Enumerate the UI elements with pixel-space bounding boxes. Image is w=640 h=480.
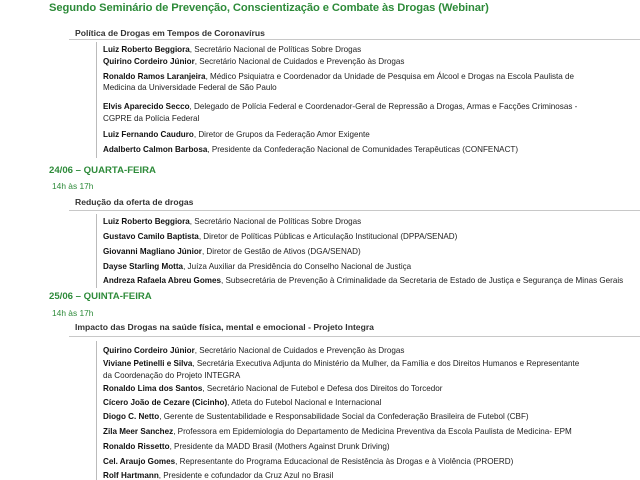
speaker-name: Rolf Hartmann bbox=[103, 471, 159, 480]
speaker-name: Elvis Aparecido Secco bbox=[103, 102, 190, 111]
session-time: 14h às 17h bbox=[52, 181, 94, 191]
page-title: Segundo Seminário de Prevenção, Conscientização e Combate às Drogas (Webinar) bbox=[49, 2, 489, 14]
speaker-name: Ronaldo Ramos Laranjeira bbox=[103, 72, 206, 81]
speaker-name: Luiz Roberto Beggiora bbox=[103, 217, 190, 226]
speaker-role: , Presidente e cofundador da Cruz Azul no Brasil bbox=[158, 471, 334, 480]
speaker-row bbox=[103, 246, 638, 257]
speaker-row bbox=[103, 411, 638, 422]
speaker-name: Luiz Fernando Cauduro bbox=[103, 130, 194, 139]
speaker-row bbox=[103, 456, 638, 467]
speaker-role: , Secretário Nacional de Cuidados e Prevenção às Drogas bbox=[194, 57, 405, 66]
speaker-row bbox=[103, 129, 638, 140]
speaker-role: , Diretor de Gestão de Ativos (DGA/SENAD) bbox=[201, 247, 361, 256]
speaker-role: , Presidente da Confederação Nacional de Comunidades Terapêuticas (CONFENACT) bbox=[207, 145, 519, 154]
divider bbox=[69, 336, 640, 337]
speaker-name: Viviane Petinelli e Silva bbox=[103, 359, 193, 368]
session-date: 25/06 – QUINTA-FEIRA bbox=[49, 291, 152, 302]
speaker-name: Dayse Starling Motta bbox=[103, 262, 184, 271]
speaker-row bbox=[103, 426, 638, 437]
speaker-row bbox=[103, 101, 638, 112]
speaker-row bbox=[103, 44, 638, 55]
speaker-role: , Médico Psiquiatra e Coordenador da Unidade de Pesquisa em Álcool e Drogas na Escola Paulista de bbox=[205, 72, 575, 81]
speaker-row bbox=[103, 261, 638, 272]
speaker-role: , Presidente da MADD Brasil (Mothers Against Drunk Driving) bbox=[169, 442, 390, 451]
speaker-name: Cel. Araujo Gomes bbox=[103, 457, 176, 466]
speaker-row bbox=[103, 275, 638, 286]
speaker-role: , Diretor de Políticas Públicas e Articulação Institucional (DPPA/SENAD) bbox=[198, 232, 458, 241]
speaker-row bbox=[103, 144, 638, 155]
speaker-role: , Gerente de Sustentabilidade e Responsabilidade Social da Confederação Brasileira de Futebol (CBF) bbox=[159, 412, 529, 421]
speaker-row bbox=[103, 71, 638, 82]
speaker-role: , Secretário Nacional de Cuidados e Prevenção às Drogas bbox=[194, 346, 405, 355]
session-topic: Impacto das Drogas na saúde física, mental e emocional - Projeto Integra bbox=[75, 322, 374, 332]
speaker-role: , Professora em Epidemiologia do Departamento de Medicina Preventiva da Escola Paulista de Medicina- EPM bbox=[173, 427, 572, 436]
speaker-row bbox=[103, 56, 638, 67]
session-topic: Política de Drogas em Tempos de Coronavírus bbox=[75, 28, 265, 38]
speaker-role: , Delegado de Polícia Federal e Coordenador-Geral de Repressão a Drogas, Armas e Facções Criminosas - bbox=[189, 102, 578, 111]
speaker-name: Diogo C. Netto bbox=[103, 412, 160, 421]
speaker-role-continued: CGPRE da Polícia Federal bbox=[103, 114, 200, 123]
speaker-name: Zila Meer Sanchez bbox=[103, 427, 174, 436]
speaker-role: , Secretário Nacional de Políticas Sobre Drogas bbox=[189, 45, 362, 54]
speaker-role: , Atleta do Futebol Nacional e Internacional bbox=[227, 398, 382, 407]
speaker-name: Andreza Rafaela Abreu Gomes bbox=[103, 276, 221, 285]
speaker-list-bar bbox=[96, 42, 97, 158]
speaker-row bbox=[103, 397, 638, 408]
speaker-name: Adalberto Calmon Barbosa bbox=[103, 145, 208, 154]
session-topic: Redução da oferta de drogas bbox=[75, 197, 194, 207]
speaker-row bbox=[103, 216, 638, 227]
speaker-role: , Diretor de Grupos da Federação Amor Exigente bbox=[193, 130, 370, 139]
speaker-role: , Secretário Nacional de Futebol e Defesa dos Direitos do Torcedor bbox=[202, 384, 443, 393]
speaker-role-continued: da Coordenação do Projeto INTEGRA bbox=[103, 371, 241, 380]
speaker-row bbox=[103, 231, 638, 242]
speaker-role: , Subsecretária de Prevenção à Criminalidade da Secretaria de Estado de Justiça e Segurança de Minas Gerais bbox=[221, 276, 624, 285]
speaker-role-continued: Medicina da Universidade Federal de São Paulo bbox=[103, 83, 277, 92]
speaker-role: , Secretário Nacional de Políticas Sobre Drogas bbox=[189, 217, 362, 226]
speaker-role: , Secretária Executiva Adjunta do Ministério da Mulher, da Família e dos Direitos Humanos e Representante bbox=[192, 359, 580, 368]
speaker-name: Gustavo Camilo Baptista bbox=[103, 232, 199, 241]
speaker-role: , Juíza Auxiliar da Presidência do Conselho Nacional de Justiça bbox=[183, 262, 412, 271]
speaker-row bbox=[103, 383, 638, 394]
speaker-name: Quirino Cordeiro Júnior bbox=[103, 57, 195, 66]
speaker-row bbox=[103, 358, 638, 369]
speaker-list-bar bbox=[96, 341, 97, 480]
speaker-name: Luiz Roberto Beggiora bbox=[103, 45, 190, 54]
speaker-role: , Representante do Programa Educacional de Resistência às Drogas e à Violência (PROERD) bbox=[175, 457, 514, 466]
session-date: 24/06 – QUARTA-FEIRA bbox=[49, 165, 156, 176]
divider bbox=[69, 210, 640, 211]
speaker-row bbox=[103, 470, 638, 480]
divider bbox=[69, 39, 640, 40]
speaker-name: Ronaldo Rissetto bbox=[103, 442, 170, 451]
speaker-row bbox=[103, 441, 638, 452]
speaker-name: Quirino Cordeiro Júnior bbox=[103, 346, 195, 355]
speaker-name: Ronaldo Lima dos Santos bbox=[103, 384, 203, 393]
session-time: 14h às 17h bbox=[52, 308, 94, 318]
speaker-name: Giovanni Magliano Júnior bbox=[103, 247, 202, 256]
speaker-name: Cícero João de Cezare (Cicinho) bbox=[103, 398, 228, 407]
speaker-list-bar bbox=[96, 214, 97, 288]
speaker-row bbox=[103, 345, 638, 356]
